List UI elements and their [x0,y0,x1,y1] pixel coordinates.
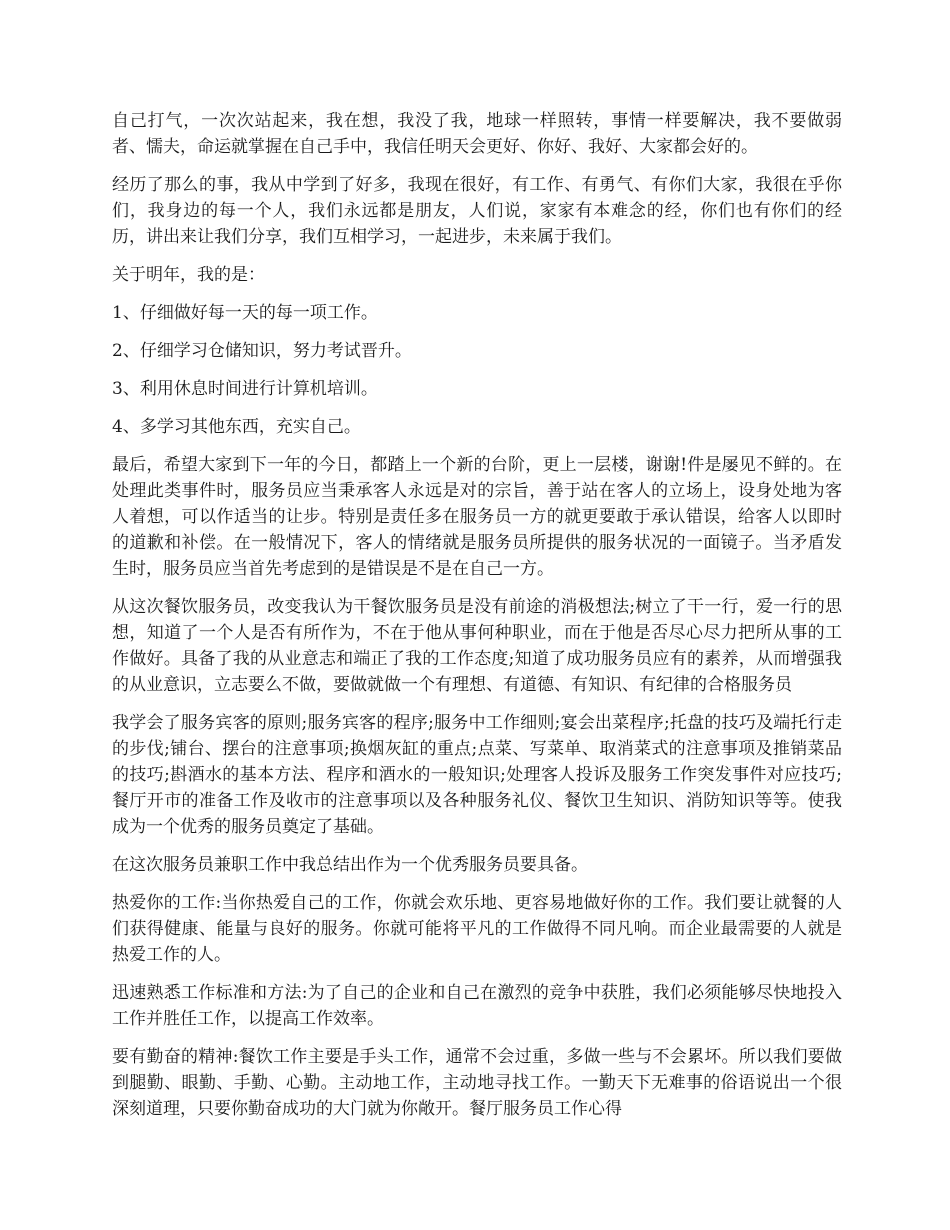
paragraph-skills-learned: 我学会了服务宾客的原则;服务宾客的程序;服务中工作细则;宴会出菜程序;托盘的技巧及端托行走的步伐;铺台、摆台的注意事项;换烟灰缸的重点;点菜、写菜单、取消菜式的注意事项及推销菜品的技巧;斟酒水的基本方法、程序和酒水的一般知识;处理客人投诉及服务工作突发事件对应技巧;餐厅开市的准备工作及收市的注意事项以及各种服务礼仪、餐饮卫生知识、消防知识等等。使我成为一个优秀的服务员奠定了基础。 [112,713,842,837]
paragraph-experience: 经历了那么的事，我从中学到了好多，我现在很好，有工作、有勇气、有你们大家，我很在乎你们，我身边的每一个人，我们永远都是朋友，人们说，家家有本难念的经，你们也有你们的经历，讲出来让我们分享，我们互相学习，一起进步，未来属于我们。 [112,175,842,247]
paragraph-love-work: 热爱你的工作:当你热爱自己的工作，你就会欢乐地、更容易地做好你的工作。我们要让就餐的人们获得健康、能量与良好的服务。你就可能将平凡的工作做得不同凡响。而企业最需要的人就是热爱工作的人。 [112,893,842,965]
list-item-plan-4: 4、多学习其他东西，充实自己。 [112,417,361,437]
list-item-plan-2: 2、仔细学习仓储知识，努力考试晋升。 [112,341,412,361]
paragraph-learn-standards: 迅速熟悉工作标准和方法:为了自己的企业和自己在激烈的竞争中获胜，我们必须能够尽快地投入工作并胜任工作，以提高工作效率。 [112,983,842,1029]
list-item-plan-1: 1、仔细做好每一天的每一项工作。 [112,303,378,323]
document-body [112,108,842,1134]
paragraph-mindset-change: 从这次餐饮服务员，改变我认为干餐饮服务员是没有前途的消极想法;树立了干一行，爱一行的思想，知道了一个人是否有所作为，不在于他从事何种职业，而在于他是否尽心尽力把所从事的工作做好。具备了我的从业意志和端正了我的工作态度;知道了成功服务员应有的素养，从而增强我的从业意识，立志要么不做，要做就做一个有理想、有道德、有知识、有纪律的合格服务员 [112,597,842,695]
list-item-plan-3: 3、利用休息时间进行计算机培训。 [112,379,378,399]
paragraph-diligence: 要有勤奋的精神:餐饮工作主要是手头工作，通常不会过重，多做一些与不会累坏。所以我们要做到腿勤、眼勤、手勤、心勤。主动地工作，主动地寻找工作。一勤天下无难事的俗语说出一个很深刻道理，只要你勤奋成功的大门就为你敞开。餐厅服务员工作心得 [112,1047,842,1119]
paragraph-next-year-intro: 关于明年，我的是： [112,265,265,285]
paragraph-summary-intro: 在这次服务员兼职工作中我总结出作为一个优秀服务员要具备。 [112,855,588,875]
paragraph-self-encouragement: 自己打气，一次次站起来，我在想，我没了我，地球一样照转，事情一样要解决，我不要做弱者、懦夫，命运就掌握在自己手中，我信任明天会更好、你好、我好、大家都会好的。 [112,111,842,157]
paragraph-closing-and-service: 最后，希望大家到下一年的今日，都踏上一个新的台阶，更上一层楼，谢谢!件是屡见不鲜的。在处理此类事件时，服务员应当秉承客人永远是对的宗旨，善于站在客人的立场上，设身处地为客人着想，可以作适当的让步。特别是责任多在服务员一方的就更要敢于承认错误，给客人以即时的道歉和补偿。在一般情况下，客人的情绪就是服务员所提供的服务状况的一面镜子。当矛盾发生时，服务员应当首先考虑到的是错误是不是在自己一方。 [112,455,842,579]
